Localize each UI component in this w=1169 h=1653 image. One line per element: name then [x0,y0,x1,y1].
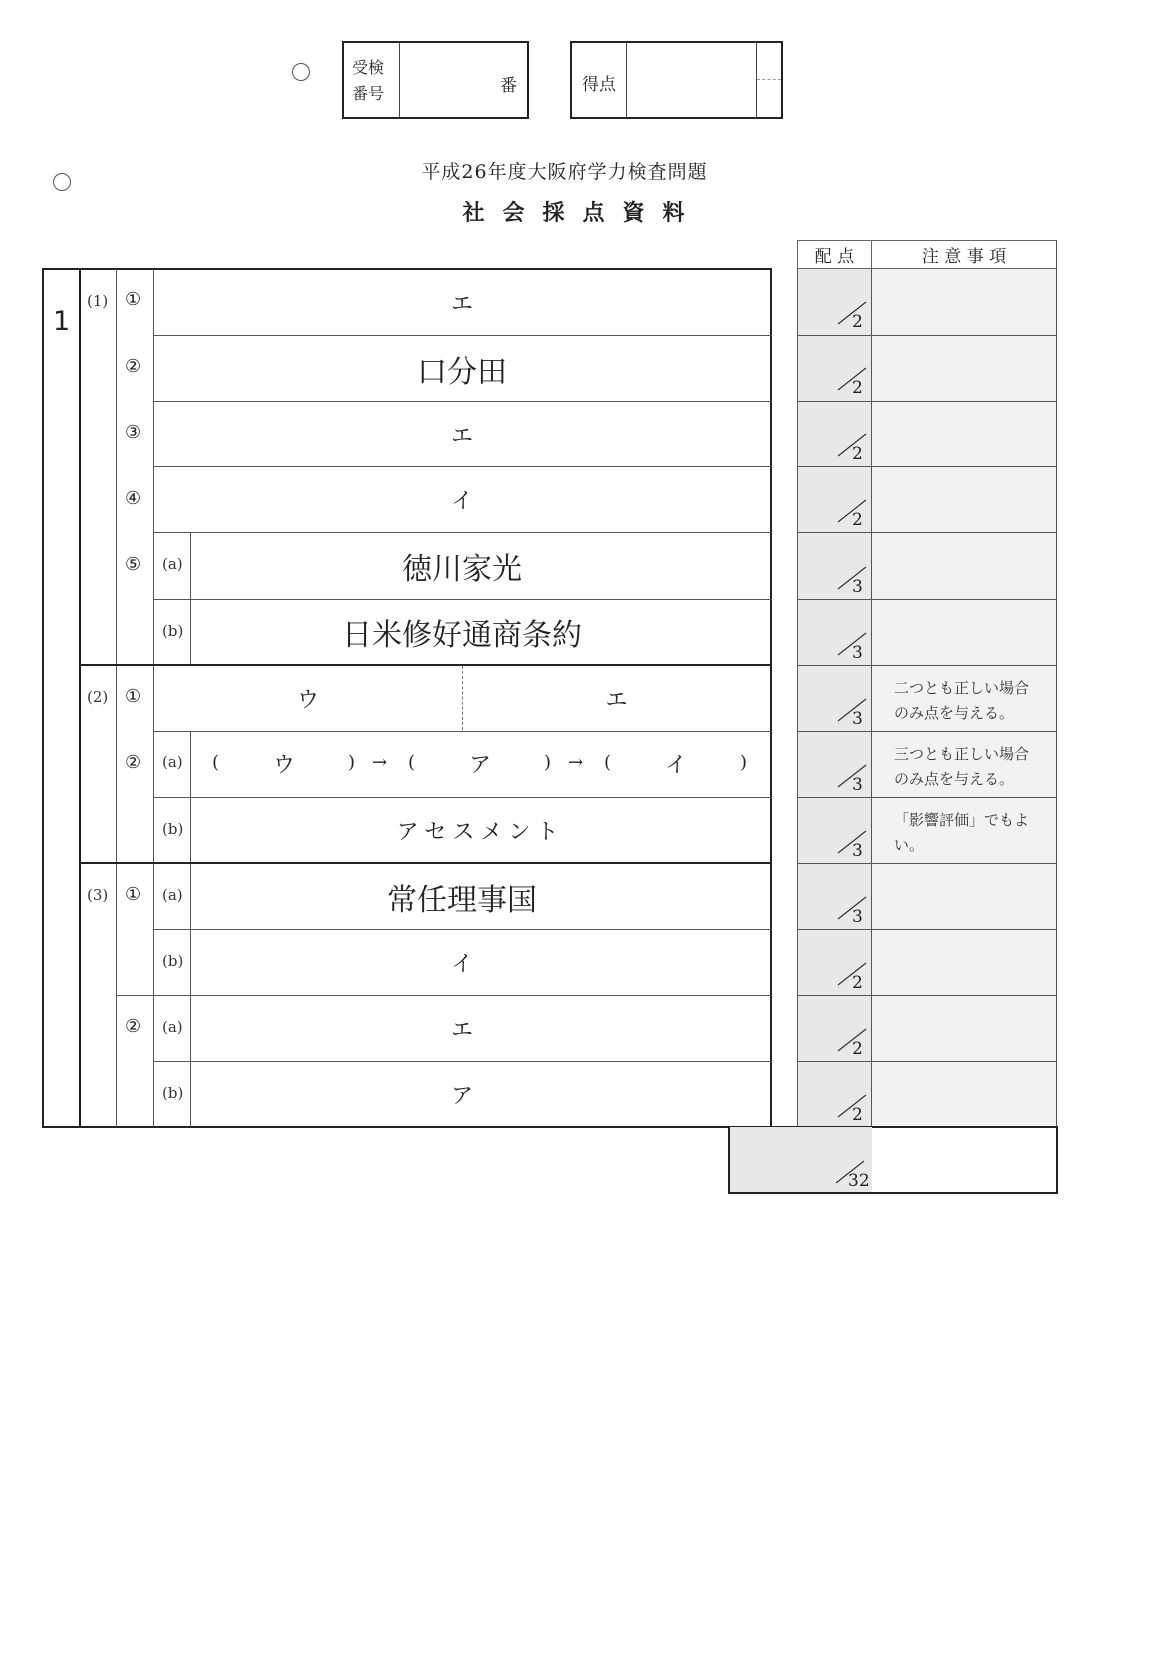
answer-2-2b: アセスメント [396,819,565,845]
score-row-line [797,532,1057,533]
points-column-header-text: 配 点 [814,247,855,267]
part-divider [116,269,117,1127]
item-label-1-2: ② [125,356,142,377]
points-mark [836,627,870,663]
table-bottom-border [42,1126,1058,1128]
table-left-border [42,268,44,1128]
points-value: 3 [852,907,863,927]
sub-label-1-5a: (a) [162,555,183,573]
score-row-line [797,797,1057,798]
section-number: 1 [53,306,71,337]
answer-2-2a-paren-open-2: ( [408,752,416,773]
score-row-line [797,466,1057,467]
points-mark [836,561,870,597]
total-bottom-border [728,1192,1058,1194]
exam-number-label-divider [399,43,400,117]
answer-2-2a-first: ウ [273,753,296,778]
answer-2-1-left: ウ [296,688,319,713]
table-right-border [770,268,772,1128]
answer-1-4: イ [450,489,473,514]
points-mark [836,1089,870,1125]
points-value: 2 [852,444,863,464]
score-row-line [797,731,1057,732]
sub-label-3-1a: (a) [162,886,183,904]
answer-3-2a: エ [450,1018,473,1043]
answer-2-2a-paren-close-3: ) [740,752,748,773]
answer-2-2a-second: ア [469,753,492,778]
points-value: 3 [852,643,863,663]
item-label-1-3: ③ [125,422,142,443]
points-left-border [797,269,798,1127]
item-label-1-1: ① [125,289,142,310]
item-label-1-5: ⑤ [125,554,142,575]
points-value: 3 [852,841,863,861]
note-2-2b: 「影響評価」でもよ い。 [894,811,1030,854]
part-label-2: (2) [87,688,109,706]
points-value: 2 [852,1105,863,1125]
score-row-line [797,929,1057,930]
answer-1-5b: 日米修好通商条約 [342,618,582,653]
score-label-divider [626,43,627,117]
score-row-line [797,401,1057,402]
punch-hole-top [292,63,310,81]
points-mark [836,428,870,464]
score-box[interactable] [570,41,783,119]
notes-column-header-text: 注 意 事 項 [921,247,1007,267]
answer-2-2a-paren-open-1: ( [212,752,220,773]
answer-3-1b: イ [450,952,473,977]
answer-2-1-right: エ [605,688,628,713]
points-mark [836,759,870,795]
points-mark [836,1023,870,1059]
points-mark [836,957,870,993]
answer-2-2a-arrow-1: → [372,752,388,773]
points-mark [836,693,870,729]
answer-3-2b: ア [450,1083,473,1109]
exam-number-box[interactable] [342,41,529,119]
score-row-line [797,665,1057,666]
points-value: 2 [852,510,863,530]
item-label-2-2: ② [125,752,142,773]
note-2-1: 二つとも正しい場合 のみ点を与える。 [894,679,1030,722]
points-mark [836,296,870,332]
points-mark [836,494,870,530]
total-points-value: 32 [848,1171,870,1191]
item-label-3-1: ① [125,884,142,905]
sub-label-1-5b: (b) [162,622,184,640]
notes-column-header [871,240,1057,269]
points-mark [836,891,870,927]
sub-label-2-2a: (a) [162,753,183,771]
part-label-3: (3) [87,886,109,904]
score-row-line [797,335,1057,336]
points-value: 2 [852,973,863,993]
score-side-divider [756,43,757,117]
points-value: 3 [852,775,863,795]
item-label-3-2: ② [125,1016,142,1037]
points-column-header [797,240,872,269]
total-right-border [1056,1126,1058,1194]
item-label-1-4: ④ [125,488,142,509]
points-mark [836,825,870,861]
answer-1-1: エ [450,292,473,317]
note-2-2a: 三つとも正しい場合 のみ点を与える。 [894,745,1030,788]
answer-2-2a-paren-close-2: ) [544,752,552,773]
points-value: 2 [852,312,863,332]
score-row-line [797,995,1057,996]
answer-2-2a-paren-close-1: ) [348,752,356,773]
score-dashed-line [757,79,781,80]
score-row-line [797,863,1057,864]
points-value: 2 [852,378,863,398]
answer-2-2a-third: イ [665,753,688,778]
points-mark [836,362,870,398]
total-left-border [728,1126,730,1194]
section-divider [79,268,81,1128]
answer-3-1a: 常任理事国 [387,882,537,918]
score-row-line [797,599,1057,600]
score-row-line [797,1061,1057,1062]
sub-label-3-2b: (b) [162,1084,184,1102]
score-label: 得点 [582,75,616,95]
answer-1-3: エ [450,423,473,449]
answer-2-2a-arrow-2: → [568,752,584,773]
sub-label-2-2b: (b) [162,820,184,838]
points-value: 2 [852,1039,863,1059]
answer-1-5a: 徳川家光 [402,552,522,587]
part-label-1: (1) [87,292,109,310]
points-value: 3 [852,709,863,729]
sub-label-3-1b: (b) [162,952,184,970]
exam-number-label: 受検 番号 [352,58,385,103]
sub-label-3-2a: (a) [162,1018,183,1036]
exam-number-suffix: 番 [500,76,517,96]
total-points-mark [834,1155,874,1191]
row-line [153,731,772,732]
item-label-2-1: ① [125,686,142,707]
exam-subtitle: 社会採点資料 [462,201,703,226]
answer-1-2: 口分田 [417,354,507,390]
points-value: 3 [852,577,863,597]
answer-2-2a-paren-open-3: ( [604,752,612,773]
exam-title: 平成26年度大阪府学力検査問題 [421,161,708,183]
